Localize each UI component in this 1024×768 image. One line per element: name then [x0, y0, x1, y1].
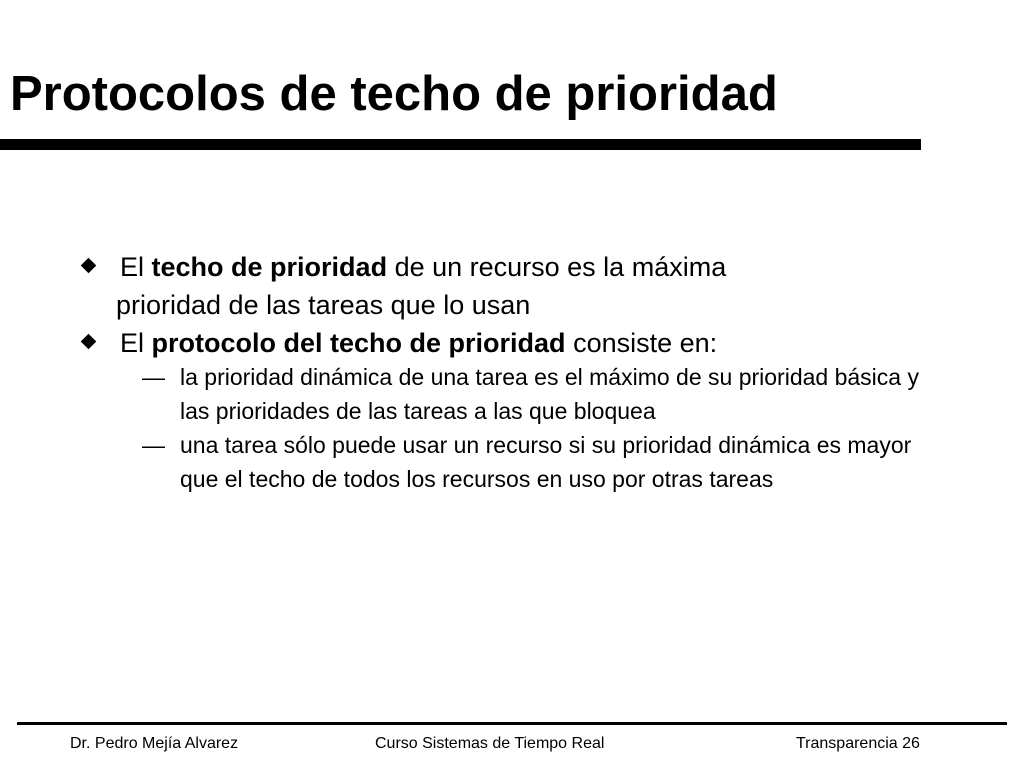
bullet-techo-de-prioridad	[80, 248, 940, 324]
bullet-text: consiste en:	[565, 328, 718, 358]
footer-course: Curso Sistemas de Tiempo Real	[375, 735, 605, 752]
bullet-emphasis: techo de prioridad	[151, 252, 388, 282]
bullet-emphasis: protocolo del techo de prioridad	[151, 328, 566, 358]
footer-author: Dr. Pedro Mejía Alvarez	[70, 735, 239, 752]
bullet-text-continuation: prioridad de las tareas que lo usan	[116, 290, 531, 320]
title-underline	[0, 139, 921, 150]
slide-title: Protocolos de techo de prioridad	[10, 67, 778, 121]
bullet-prefix: El	[120, 252, 145, 282]
footer-divider	[17, 722, 1007, 725]
sub-bullet-item	[80, 360, 920, 428]
bullet-text: de un recurso es la máxima	[387, 252, 727, 282]
footer-slide-number: Transparencia 26	[796, 735, 920, 752]
bullet-prefix: El	[120, 328, 145, 358]
bullet-protocolo	[80, 324, 940, 362]
sub-bullet-list	[80, 360, 940, 496]
sub-bullet-item	[80, 428, 920, 496]
dash-marker: —	[142, 364, 165, 390]
diamond-bullet-icon	[81, 258, 97, 274]
dash-marker: —	[142, 432, 165, 458]
sub-bullet-text: una tarea sólo puede usar un recurso si su prioridad dinámica es mayor que el techo de todos los recursos en uso por otras tareas	[180, 432, 912, 492]
slide-content	[80, 248, 940, 496]
diamond-bullet-icon	[81, 334, 97, 350]
sub-bullet-text: la prioridad dinámica de una tarea es el máximo de su prioridad básica y las prioridades de las tareas a las que bloquea	[180, 364, 919, 424]
